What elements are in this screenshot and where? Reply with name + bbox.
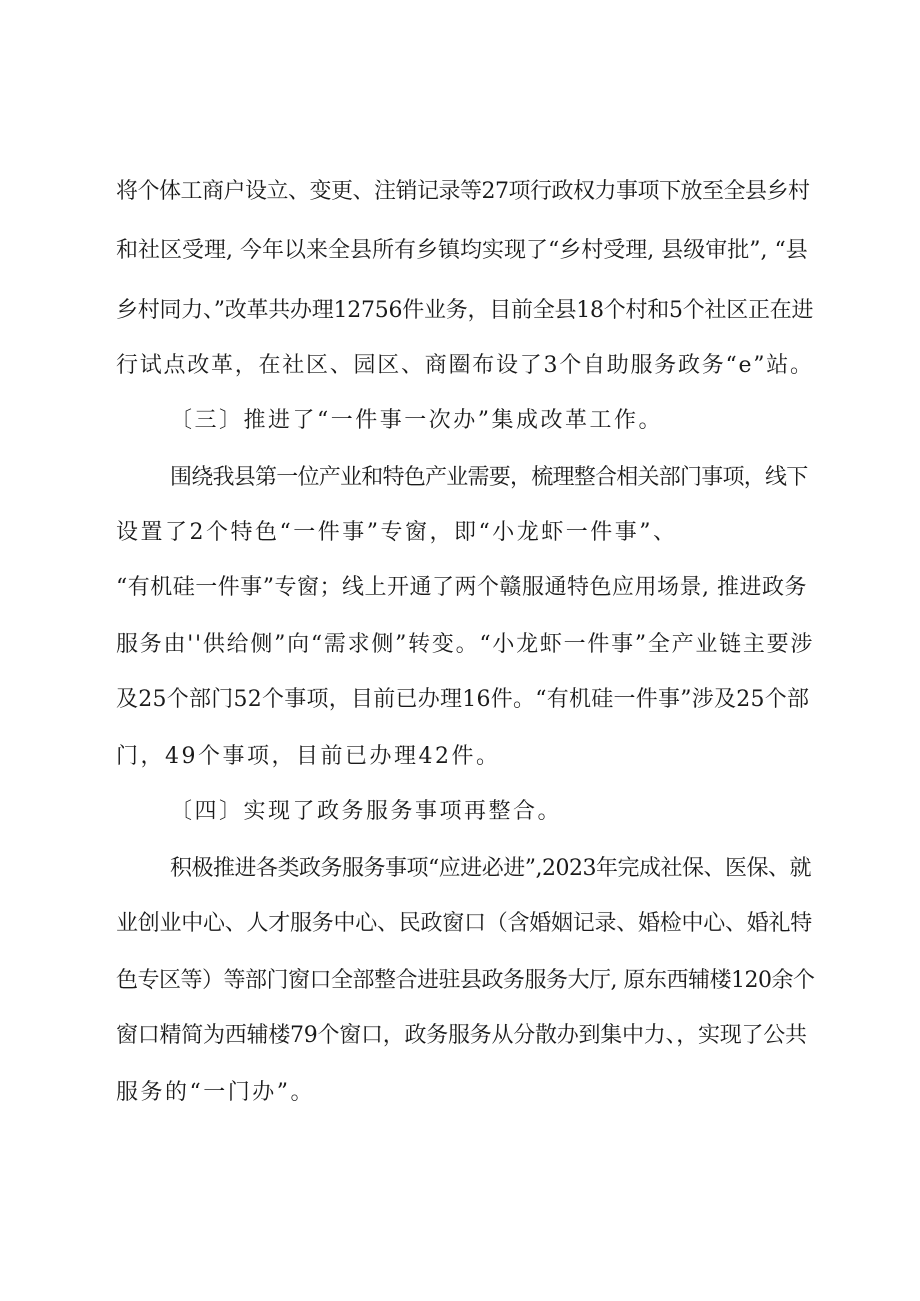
section-heading-3: 〔三〕推进了“一件事一次办”集成改革工作。	[170, 408, 663, 433]
text-line-4: 行试点改革，在社区、园区、商圈布设了3个自助服务政务“e”站。	[116, 353, 814, 378]
text-line-9: 服务由''供给侧”向“需求侧”转变。“小龙虾一件事”全产业链主要涉	[116, 632, 815, 657]
text-line-1: 将个体工商户设立、变更、注销记录等27项行政权力事项下放至全县乡村	[116, 179, 810, 204]
text-line-2: 和社区受理, 今年以来全县所有乡镇均实现了“乡村受理, 县级审批”, “县	[116, 238, 808, 263]
text-line-3: 乡村同力、”改革共办理12756件业务，目前全县18个村和5个社区正在进	[116, 298, 814, 323]
text-line-16: 窗口精简为西辅楼79个窗口，政务服务从分散办到集中力、，实现了公共	[116, 1023, 807, 1048]
section-heading-4: 〔四〕实现了政务服务事项再整合。	[170, 799, 563, 824]
text-line-8: “有机硅一件事”专窗；线上开通了两个赣服通特色应用场景, 推进政务	[116, 575, 807, 600]
text-line-14: 业创业中心、人才服务中心、民政窗口（含婚姻记录、婚检中心、婚礼特	[116, 911, 813, 936]
text-line-13: 积极推进各类政务服务事项“应进必进”,2023年完成社保、医保、就	[170, 856, 811, 881]
text-line-17: 服务的“一门办”。	[116, 1080, 315, 1105]
text-line-7: 设置了2个特色“一件事”专窗，即“小龙虾一件事”、	[116, 520, 678, 545]
text-line-11: 门，49个事项，目前已办理42件。	[116, 744, 501, 769]
text-line-10: 及25个部门52个事项，目前已办理16件。“有机硅一件事”涉及25个部	[116, 687, 810, 712]
text-line-15: 色专区等）等部门窗口全部整合进驻县政务服务大厅, 原东西辅楼120余个	[116, 968, 815, 993]
text-line-6: 围绕我县第一位产业和特色产业需要，梳理整合相关部门事项，线下	[170, 465, 808, 490]
